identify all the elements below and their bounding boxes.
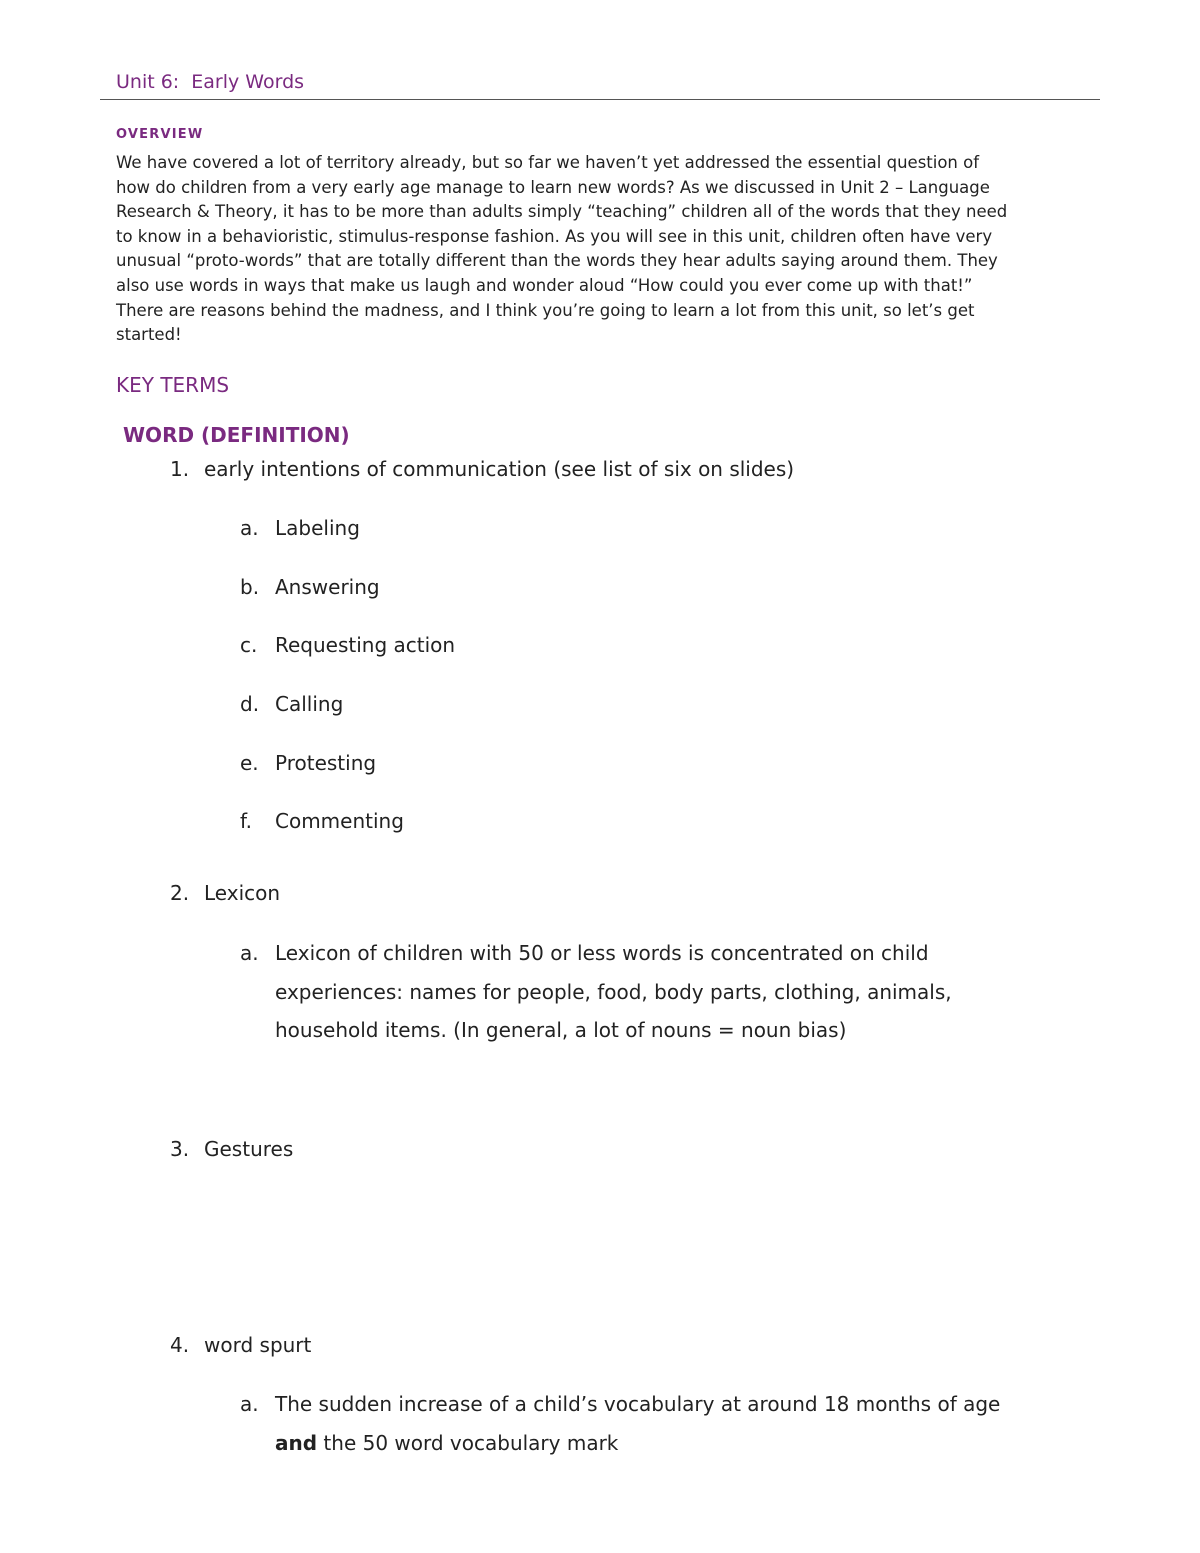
key-term-item xyxy=(170,881,280,905)
sub-item-letter: e. xyxy=(240,751,259,775)
overview-line: also use words in ways that make us laugh and wonder aloud “How could you ever come up with that!” xyxy=(116,275,973,295)
sub-item-letter: f. xyxy=(240,809,252,833)
item-number: 3. xyxy=(170,1137,190,1161)
item-term: Gestures xyxy=(204,1137,294,1161)
overview-line: There are reasons behind the madness, and I think you’re going to learn a lot from this unit, so let’s get xyxy=(116,300,975,320)
overview-line: Research & Theory, it has to be more than adults simply “teaching” children all of the words that they need xyxy=(116,202,1008,222)
sub-item-text: Answering xyxy=(275,575,380,599)
key-term-item xyxy=(170,1137,293,1161)
sub-item-text: household items. (In general, a lot of nouns = noun bias) xyxy=(275,1018,847,1042)
sub-item-text: Lexicon of children with 50 or less words is concentrated on child xyxy=(275,941,929,965)
overview-line: to know in a behavioristic, stimulus-response fashion. As you will see in this unit, children often have very xyxy=(116,226,993,246)
header-divider xyxy=(100,99,1100,100)
sub-item xyxy=(240,575,380,599)
sub-item-text: The sudden increase of a child’s vocabulary at around 18 months of age xyxy=(275,1392,1001,1416)
sub-item xyxy=(240,751,376,775)
sub-item-letter: b. xyxy=(240,575,260,599)
sub-item xyxy=(240,934,952,1049)
overview-heading: OVERVIEW xyxy=(116,127,204,142)
sub-item xyxy=(240,692,343,716)
sub-item xyxy=(240,1385,1000,1463)
item-term: Lexicon xyxy=(204,881,281,905)
item-term: early intentions of communication (see list of six on slides) xyxy=(204,457,795,481)
sub-item-text: experiences: names for people, food, body parts, clothing, animals, xyxy=(275,980,952,1004)
sub-item-text: Requesting action xyxy=(275,633,456,657)
overview-line: unusual “proto-words” that are totally different than the words they hear adults saying around them. They xyxy=(116,251,998,271)
overview-line: We have covered a lot of territory already, but so far we haven’t yet addressed the essential question of xyxy=(116,153,980,172)
sub-item xyxy=(240,809,404,833)
overview-paragraph xyxy=(116,151,1086,348)
word-definition-heading: WORD (DEFINITION) xyxy=(123,423,350,447)
overview-line: started! xyxy=(116,325,182,345)
sub-item-letter: a. xyxy=(240,516,259,540)
sub-item-text: Labeling xyxy=(275,516,360,540)
page-title: Unit 6: Early Words xyxy=(116,71,305,93)
sub-item-letter: c. xyxy=(240,633,258,657)
sub-item-text: the 50 word vocabulary mark xyxy=(317,1431,619,1455)
sub-item-text: Commenting xyxy=(275,809,404,833)
item-number: 2. xyxy=(170,881,190,905)
sub-item-letter: a. xyxy=(240,1392,259,1416)
item-term: word spurt xyxy=(204,1333,312,1357)
key-terms-heading: KEY TERMS xyxy=(116,373,230,397)
sub-item xyxy=(240,633,455,657)
sub-item-text: Calling xyxy=(275,692,344,716)
bold-word: and xyxy=(275,1431,318,1455)
overview-line: how do children from a very early age manage to learn new words? As we discussed in Unit 2 – Language xyxy=(116,177,990,197)
sub-item-letter: a. xyxy=(240,941,259,965)
key-term-item xyxy=(170,457,794,481)
sub-item xyxy=(240,516,360,540)
key-term-item xyxy=(170,1333,311,1357)
sub-item-letter: d. xyxy=(240,692,260,716)
item-number: 1. xyxy=(170,457,190,481)
item-number: 4. xyxy=(170,1333,190,1357)
sub-item-text: Protesting xyxy=(275,751,377,775)
